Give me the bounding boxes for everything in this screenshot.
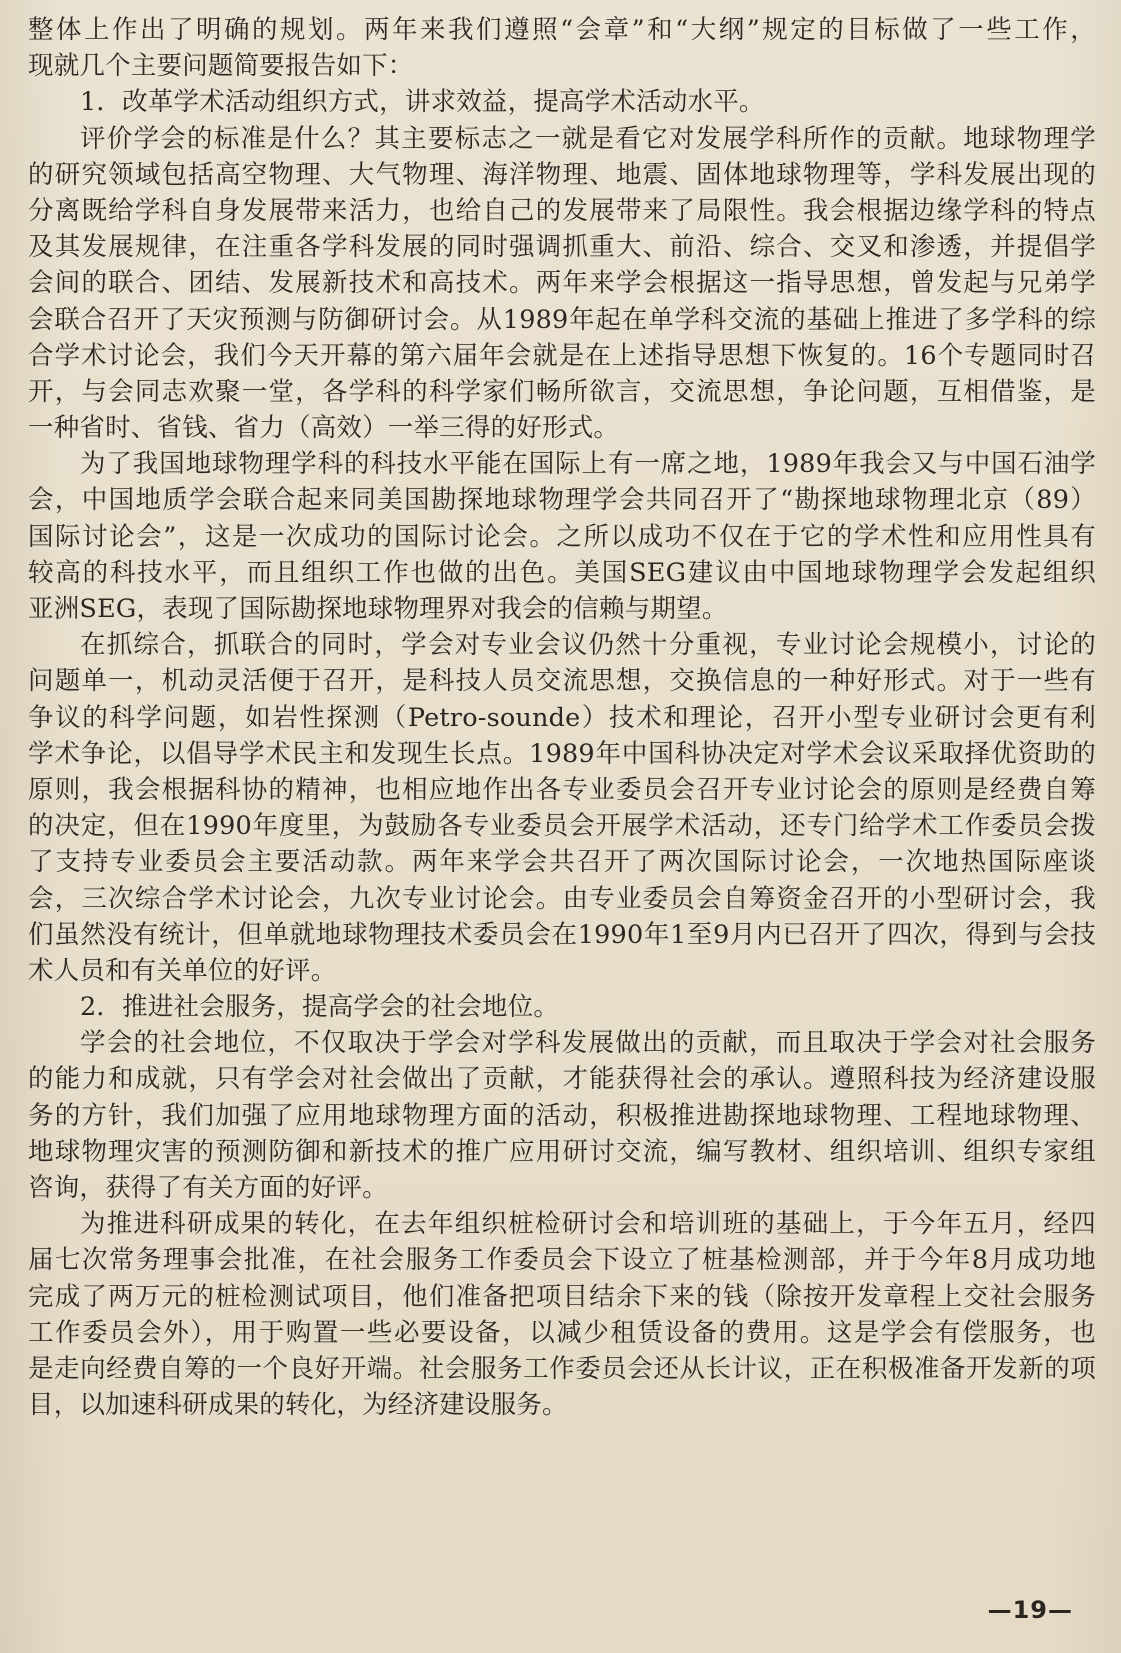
text-line: 2．推进社会服务，提高学会的社会地位。 <box>80 992 560 1023</box>
text-line: 争议的科学问题，如岩性探测（Petro-sounde）技术和理论，召开小型专业研讨会更有利 <box>28 702 1096 733</box>
text-line: 为推进科研成果的转化，在去年组织桩检研讨会和培训班的基础上，于今年五月，经四 <box>80 1209 1096 1240</box>
text-line: 术人员和有关单位的好评。 <box>28 955 337 986</box>
text-line: 国际讨论会”，这是一次成功的国际讨论会。之所以成功不仅在于它的学术性和应用性具有 <box>28 521 1096 552</box>
text-line: 学会的社会地位，不仅取决于学会对学科发展做出的贡献，而且取决于学会对社会服务 <box>80 1028 1096 1059</box>
text-line: 的能力和成就，只有学会对社会做出了贡献，才能获得社会的承认。遵照科技为经济建设服 <box>28 1064 1096 1095</box>
text-line: 咨询，获得了有关方面的好评。 <box>28 1173 388 1203</box>
text-line: 评价学会的标准是什么？其主要标志之一就是看它对发展学科所作的贡献。地球物理学 <box>80 123 1096 154</box>
text-line: 在抓综合，抓联合的同时，学会对专业会议仍然十分重视，专业讨论会规模小，讨论的 <box>80 630 1096 661</box>
text-line: 较高的科技水平，而且组织工作也做的出色。美国SEG建议由中国地球物理学会发起组织 <box>28 557 1096 588</box>
text-line: 合学术讨论会，我们今天开幕的第六届年会就是在上述指导思想下恢复的。16个专题同时召 <box>28 340 1096 371</box>
text-line: 为了我国地球物理学科的科技水平能在国际上有一席之地，1989年我会又与中国石油学 <box>80 449 1096 480</box>
text-line: 及其发展规律，在注重各学科发展的同时强调抓重大、前沿、综合、交叉和渗透，并提倡学 <box>28 232 1096 263</box>
page-number: —19— <box>987 1596 1073 1624</box>
text-line: 了支持专业委员会主要活动款。两年来学会共召开了两次国际讨论会，一次地热国际座谈 <box>28 847 1096 878</box>
text-line: 整体上作出了明确的规划。两年来我们遵照“会章”和“大纲”规定的目标做了一些工作， <box>28 15 1096 45</box>
text-line: 会联合召开了天灾预测与防御研讨会。从1989年起在单学科交流的基础上推进了多学科的综 <box>28 304 1096 335</box>
text-line: 原则，我会根据科协的精神，也相应地作出各专业委员会召开专业讨论会的原则是经费自筹 <box>28 774 1096 805</box>
text-line: 是走向经费自筹的一个良好开端。社会服务工作委员会还从长计议，正在积极准备开发新的项 <box>28 1353 1096 1384</box>
text-line: 工作委员会外），用于购置一些必要设备，以减少租赁设备的费用。这是学会有偿服务，也 <box>28 1317 1096 1348</box>
text-line: 届七次常务理事会批准，在社会服务工作委员会下设立了桩基检测部，并于今年8月成功地 <box>28 1245 1096 1276</box>
text-line: 开，与会同志欢聚一堂，各学科的科学家们畅所欲言，交流思想，争论问题，互相借鉴，是 <box>28 376 1096 407</box>
text-line: 目，以加速科研成果的转化，为经济建设服务。 <box>28 1390 568 1421</box>
text-line: 会，中国地质学会联合起来同美国勘探地球物理学会共同召开了“勘探地球物理北京（89） <box>28 485 1096 516</box>
text-line: 会间的联合、团结、发展新技术和高技术。两年来学会根据这一指导思想，曾发起与兄弟学 <box>28 268 1096 299</box>
text-line: 们虽然没有统计，但单就地球物理技术委员会在1990年1至9月内已召开了四次，得到与会技 <box>28 919 1096 950</box>
text-line: 现就几个主要问题简要报告如下： <box>28 51 414 82</box>
text-line: 地球物理灾害的预测防御和新技术的推广应用研讨交流，编写教材、组织培训、组织专家组 <box>28 1136 1096 1167</box>
text-line: 学术争论，以倡导学术民主和发现生长点。1989年中国科协决定对学术会议采取择优资助的 <box>28 738 1096 769</box>
text-line: 一种省时、省钱、省力（高效）一举三得的好形式。 <box>28 413 620 444</box>
text-line: 问题单一，机动灵活便于召开，是科技人员交流思想，交换信息的一种好形式。对于一些有 <box>28 666 1096 697</box>
text-line: 分离既给学科自身发展带来活力，也给自己的发展带来了局限性。我会根据边缘学科的特点 <box>28 195 1096 226</box>
text-line: 的决定，但在1990年度里，为鼓励各专业委员会开展学术活动，还专门给学术工作委员会拨 <box>28 811 1096 842</box>
text-line: 完成了两万元的桩检测试项目，他们准备把项目结余下来的钱（除按开发章程上交社会服务 <box>28 1281 1096 1312</box>
body-text <box>28 12 1096 1423</box>
text-line: 会，三次综合学术讨论会，九次专业讨论会。由专业委员会自筹资金召开的小型研讨会，我 <box>28 883 1096 914</box>
text-line: 1．改革学术活动组织方式，讲求效益，提高学术活动水平。 <box>80 87 765 118</box>
text-line: 亚洲SEG，表现了国际勘探地球物理界对我会的信赖与期望。 <box>28 594 728 624</box>
text-line: 的研究领域包括高空物理、大气物理、海洋物理、地震、固体地球物理等，学科发展出现的 <box>28 159 1096 190</box>
text-line: 务的方针，我们加强了应用地球物理方面的活动，积极推进勘探地球物理、工程地球物理、 <box>28 1100 1096 1131</box>
